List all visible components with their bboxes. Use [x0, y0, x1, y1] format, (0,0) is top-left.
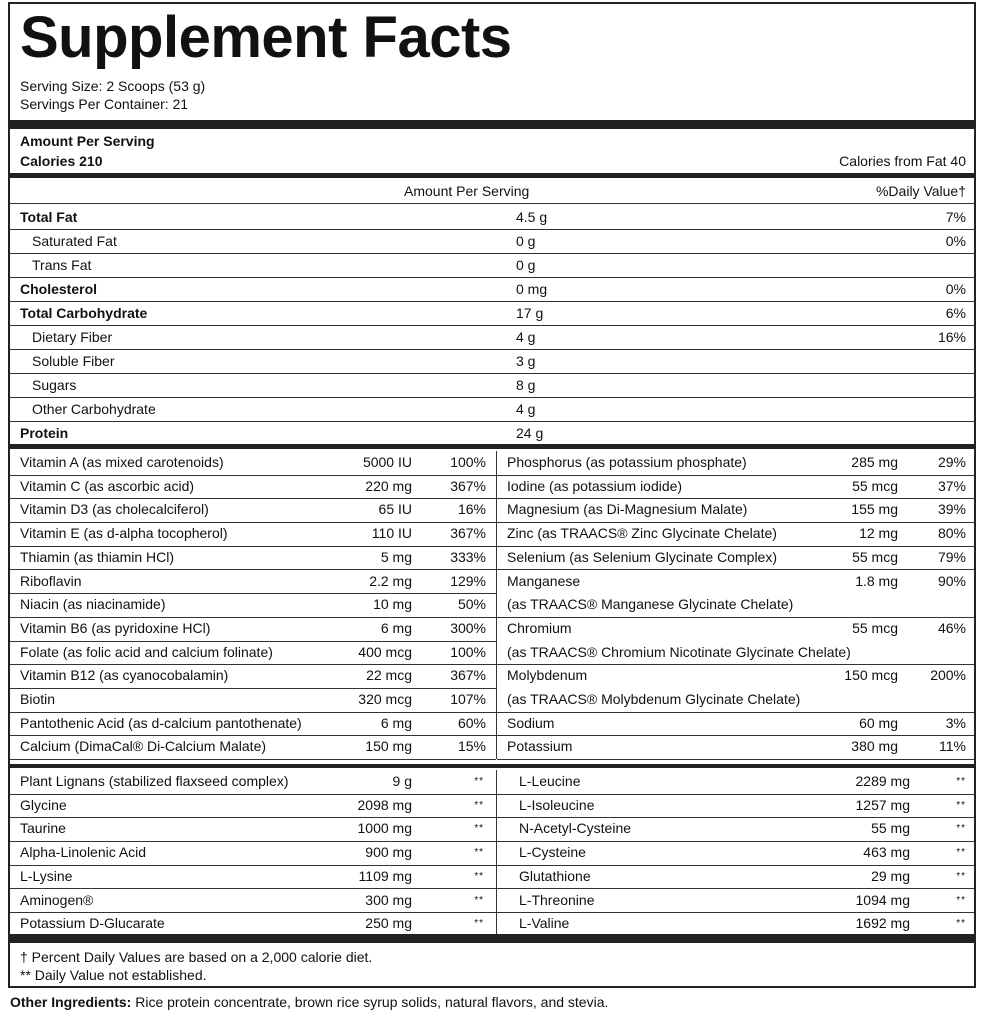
mineral-dv: 11% — [939, 738, 966, 755]
other-name: Taurine — [20, 820, 66, 837]
other-name: Alpha-Linolenic Acid — [20, 844, 147, 861]
vitamin-dv: 107% — [450, 691, 486, 707]
thick-divider — [10, 120, 974, 129]
panel-title: Supplement Facts — [20, 5, 512, 70]
vitamin-dv: 60% — [457, 714, 486, 731]
other-name: L-Isoleucine — [519, 796, 595, 813]
vitamin-dv: 100% — [450, 454, 486, 470]
vitamin-name: Folate (as folic acid and calcium folinate) — [20, 643, 273, 660]
other-amount: 1094 mg — [855, 891, 910, 908]
nutrient-name: Protein — [20, 425, 69, 441]
nutrient-dv: 0% — [945, 281, 966, 297]
other-dv: ** — [474, 870, 484, 882]
vitamin-name: Calcium (DimaCal® Di-Calcium Malate) — [20, 738, 267, 755]
other-row-right — [497, 817, 974, 842]
mineral-name: Chromium — [507, 619, 572, 636]
mineral-row — [497, 735, 974, 760]
serving-size: Serving Size: 2 Scoops (53 g) — [20, 78, 206, 94]
vitamin-dv: 367% — [450, 525, 486, 542]
nutrient-amount: 24 g — [516, 425, 544, 441]
nutrient-name: Total Fat — [20, 209, 78, 225]
nutrient-dv: 16% — [937, 329, 966, 345]
mineral-row — [497, 451, 974, 476]
other-name: L-Leucine — [519, 773, 581, 789]
mineral-source: (as TRAACS® Manganese Glycinate Chelate) — [507, 596, 794, 613]
vitamin-row — [10, 664, 496, 689]
other-dv: ** — [956, 823, 966, 835]
other-row-right — [497, 865, 974, 890]
vitamin-dv: 15% — [457, 738, 486, 755]
calories-from-fat: Calories from Fat 40 — [839, 153, 966, 169]
mineral-amount: 60 mg — [859, 714, 898, 731]
other-row-right — [497, 889, 974, 914]
other-dv: ** — [956, 776, 966, 787]
other-name: L-Threonine — [519, 891, 595, 908]
vitamin-dv: 50% — [457, 596, 486, 613]
mineral-dv: 29% — [937, 454, 966, 470]
other-dv: ** — [956, 847, 966, 859]
mineral-row — [497, 570, 974, 618]
nutrient-amount: 0 g — [516, 257, 536, 273]
vitamin-dv: 300% — [450, 619, 486, 636]
vitamin-amount: 220 mg — [365, 477, 412, 494]
macro-row — [10, 301, 974, 326]
nutrient-name: Soluble Fiber — [32, 353, 115, 369]
other-row-right — [497, 794, 974, 819]
other-amount: 29 mg — [871, 867, 910, 884]
mineral-amount: 380 mg — [851, 738, 898, 755]
nutrient-amount: 0 mg — [516, 281, 548, 297]
vitamin-name: Pantothenic Acid (as d-calcium pantothenate) — [20, 714, 302, 731]
other-name: Glutathione — [519, 867, 591, 884]
mineral-dv: 3% — [945, 714, 966, 731]
macro-row — [10, 277, 974, 302]
other-amount: 463 mg — [863, 844, 910, 861]
supplement-facts-panel — [8, 2, 976, 988]
nutrient-dv: 7% — [945, 209, 966, 225]
other-dv: ** — [474, 799, 484, 811]
mineral-row — [497, 522, 974, 547]
mineral-row — [497, 498, 974, 523]
other-amount: 2289 mg — [855, 773, 910, 789]
macro-row — [10, 421, 974, 446]
mineral-name: Selenium (as Selenium Glycinate Complex) — [507, 548, 777, 565]
other-dv: ** — [956, 870, 966, 882]
other-name: L-Lysine — [20, 867, 73, 884]
nutrient-amount: 0 g — [516, 233, 536, 249]
nutrient-name: Total Carbohydrate — [20, 305, 148, 321]
other-amount: 1000 mg — [357, 820, 412, 837]
other-ingredients — [10, 993, 608, 1011]
other-amount: 1692 mg — [855, 915, 910, 932]
mineral-source: (as TRAACS® Molybdenum Glycinate Chelate) — [507, 690, 801, 707]
mineral-name: Sodium — [507, 714, 555, 731]
nutrient-dv: 6% — [945, 305, 966, 321]
vitamin-amount: 5 mg — [380, 548, 412, 565]
vitamin-dv: 16% — [457, 501, 486, 518]
nutrient-amount: 8 g — [516, 377, 536, 393]
vitamin-row — [10, 593, 496, 618]
other-dv: ** — [956, 799, 966, 811]
other-dv: ** — [956, 894, 966, 906]
column-headers — [10, 179, 974, 203]
other-row — [10, 770, 496, 795]
other-row-right — [497, 770, 974, 795]
vitamin-row — [10, 546, 496, 571]
mineral-name: Phosphorus (as potassium phosphate) — [507, 454, 747, 470]
mineral-name: Potassium — [507, 738, 573, 755]
vitamin-name: Thiamin (as thiamin HCl) — [20, 548, 175, 565]
other-name: L-Valine — [519, 915, 570, 932]
nutrient-name: Cholesterol — [20, 281, 98, 297]
vitamin-amount: 22 mcg — [366, 667, 412, 684]
mineral-row — [497, 617, 974, 665]
other-amount: 9 g — [392, 773, 412, 789]
nutrient-amount: 4 g — [516, 329, 536, 345]
other-amount: 55 mg — [871, 820, 910, 837]
mineral-amount: 155 mg — [851, 501, 898, 518]
mineral-name: Manganese — [507, 572, 581, 589]
other-row — [10, 794, 496, 819]
mineral-name: Zinc (as TRAACS® Zinc Glycinate Chelate) — [507, 525, 777, 542]
vitamin-row — [10, 498, 496, 523]
other-amount: 1257 mg — [855, 796, 910, 813]
vitamin-row — [10, 451, 496, 476]
other-dv: ** — [474, 847, 484, 859]
mineral-name: Molybdenum — [507, 667, 588, 684]
mineral-name: Iodine (as potassium iodide) — [507, 477, 683, 494]
vitamin-row — [10, 688, 496, 713]
medium-divider — [10, 173, 974, 178]
vitamin-name: Vitamin E (as d-alpha tocopherol) — [20, 525, 228, 542]
amount-per-serving-header: Amount Per Serving — [20, 133, 155, 149]
macro-row — [10, 349, 974, 374]
vitamin-amount: 10 mg — [373, 596, 412, 613]
other-row — [10, 817, 496, 842]
other-row-right — [497, 841, 974, 866]
other-row — [10, 865, 496, 890]
vitamin-name: Vitamin B12 (as cyanocobalamin) — [20, 667, 229, 684]
other-dv: ** — [474, 918, 484, 930]
bottom-thick-divider — [10, 934, 974, 943]
mineral-source: (as TRAACS® Chromium Nicotinate Glycinate Chelate) — [507, 643, 851, 660]
vitamin-name: Vitamin C (as ascorbic acid) — [20, 477, 195, 494]
vitamin-amount: 400 mcg — [358, 643, 412, 660]
vitamin-name: Niacin (as niacinamide) — [20, 596, 166, 613]
mineral-row — [497, 664, 974, 712]
mineral-row — [497, 712, 974, 737]
macro-row — [10, 229, 974, 254]
mineral-dv: 80% — [937, 525, 966, 542]
vitamin-name: Vitamin B6 (as pyridoxine HCl) — [20, 619, 211, 636]
macro-row — [10, 397, 974, 422]
vitamin-row — [10, 735, 496, 760]
vitamin-name: Vitamin D3 (as cholecalciferol) — [20, 501, 209, 518]
mineral-amount: 12 mg — [859, 525, 898, 542]
other-amount: 250 mg — [365, 915, 412, 932]
mineral-amount: 1.8 mg — [855, 572, 898, 589]
mineral-dv: 90% — [937, 572, 966, 589]
nutrient-amount: 17 g — [516, 305, 544, 321]
vitamin-amount: 2.2 mg — [369, 572, 412, 589]
other-dv: ** — [956, 918, 966, 930]
mineral-dv: 39% — [937, 501, 966, 518]
vitamin-name: Riboflavin — [20, 572, 82, 589]
nutrient-name: Other Carbohydrate — [32, 401, 156, 417]
other-row — [10, 889, 496, 914]
vitamin-row — [10, 617, 496, 642]
medium-divider-3 — [10, 764, 974, 768]
other-ingredients-text: Rice protein concentrate, brown rice syrup solids, natural flavors, and stevia. — [131, 994, 609, 1010]
footnote-dv: † Percent Daily Values are based on a 2,000 calorie diet. — [20, 949, 373, 965]
other-dv: ** — [474, 823, 484, 835]
medium-divider-2 — [10, 444, 974, 449]
mineral-amount: 285 mg — [851, 454, 898, 470]
nutrient-name: Saturated Fat — [32, 233, 117, 249]
vitamin-dv: 333% — [450, 548, 486, 565]
nutrient-amount: 3 g — [516, 353, 536, 369]
vitamin-amount: 6 mg — [380, 619, 412, 636]
mineral-row — [497, 475, 974, 500]
servings-per-container: Servings Per Container: 21 — [20, 96, 189, 112]
nutrient-dv: 0% — [945, 233, 966, 249]
mineral-amount: 55 mcg — [852, 548, 898, 565]
col-dv-header: %Daily Value† — [875, 183, 966, 199]
calories: Calories 210 — [20, 153, 103, 169]
mineral-name: Magnesium (as Di-Magnesium Malate) — [507, 501, 748, 518]
vitamin-name: Vitamin A (as mixed carotenoids) — [20, 454, 224, 470]
vitamin-row — [10, 712, 496, 737]
nutrient-name: Trans Fat — [32, 257, 92, 273]
vitamin-amount: 150 mg — [365, 738, 412, 755]
vitamin-row — [10, 570, 496, 595]
other-name: Aminogen® — [20, 891, 94, 908]
other-dv: ** — [474, 776, 484, 787]
vitamin-dv: 129% — [450, 572, 486, 589]
mineral-amount: 55 mcg — [852, 477, 898, 494]
nutrient-name: Dietary Fiber — [32, 329, 113, 345]
nutrient-amount: 4 g — [516, 401, 536, 417]
vitamin-row — [10, 641, 496, 666]
vitamin-amount: 110 IU — [371, 525, 412, 542]
mineral-dv: 37% — [937, 477, 966, 494]
nutrient-amount: 4.5 g — [516, 209, 548, 225]
other-amount: 2098 mg — [357, 796, 412, 813]
other-row — [10, 841, 496, 866]
macro-row — [10, 253, 974, 278]
other-dv: ** — [474, 894, 484, 906]
vitamin-row — [10, 522, 496, 547]
other-name: Glycine — [20, 796, 67, 813]
mineral-dv: 46% — [937, 619, 966, 636]
macro-row — [10, 373, 974, 398]
mineral-amount: 55 mcg — [852, 619, 898, 636]
vitamin-dv: 367% — [450, 667, 486, 684]
other-amount: 900 mg — [365, 844, 412, 861]
other-name: Potassium D-Glucarate — [20, 915, 165, 932]
mineral-amount: 150 mcg — [844, 667, 898, 684]
other-ingredients-label: Other Ingredients: — [10, 994, 132, 1010]
vitamin-dv: 100% — [450, 643, 486, 660]
vitamin-amount: 6 mg — [380, 714, 412, 731]
macro-row — [10, 325, 974, 350]
other-amount: 300 mg — [365, 891, 412, 908]
other-name: N-Acetyl-Cysteine — [519, 820, 632, 837]
vitamin-name: Biotin — [20, 691, 56, 707]
vitamin-amount: 5000 IU — [362, 454, 412, 470]
nutrient-name: Sugars — [32, 377, 77, 393]
vitamin-dv: 367% — [450, 477, 486, 494]
mineral-row — [497, 546, 974, 571]
other-name: Plant Lignans (stabilized flaxseed complex) — [20, 773, 289, 789]
mineral-dv: 200% — [930, 667, 966, 684]
other-name: L-Cysteine — [519, 844, 586, 861]
footnote-ast: ** Daily Value not established. — [20, 967, 207, 983]
mineral-dv: 79% — [937, 548, 966, 565]
macro-row — [10, 205, 974, 230]
vitamin-amount: 65 IU — [378, 501, 412, 518]
vitamin-row — [10, 475, 496, 500]
other-amount: 1109 mg — [358, 867, 412, 884]
calories-row — [10, 151, 974, 171]
vitamin-amount: 320 mcg — [358, 691, 412, 707]
col-amount-header: Amount Per Serving — [404, 183, 530, 199]
